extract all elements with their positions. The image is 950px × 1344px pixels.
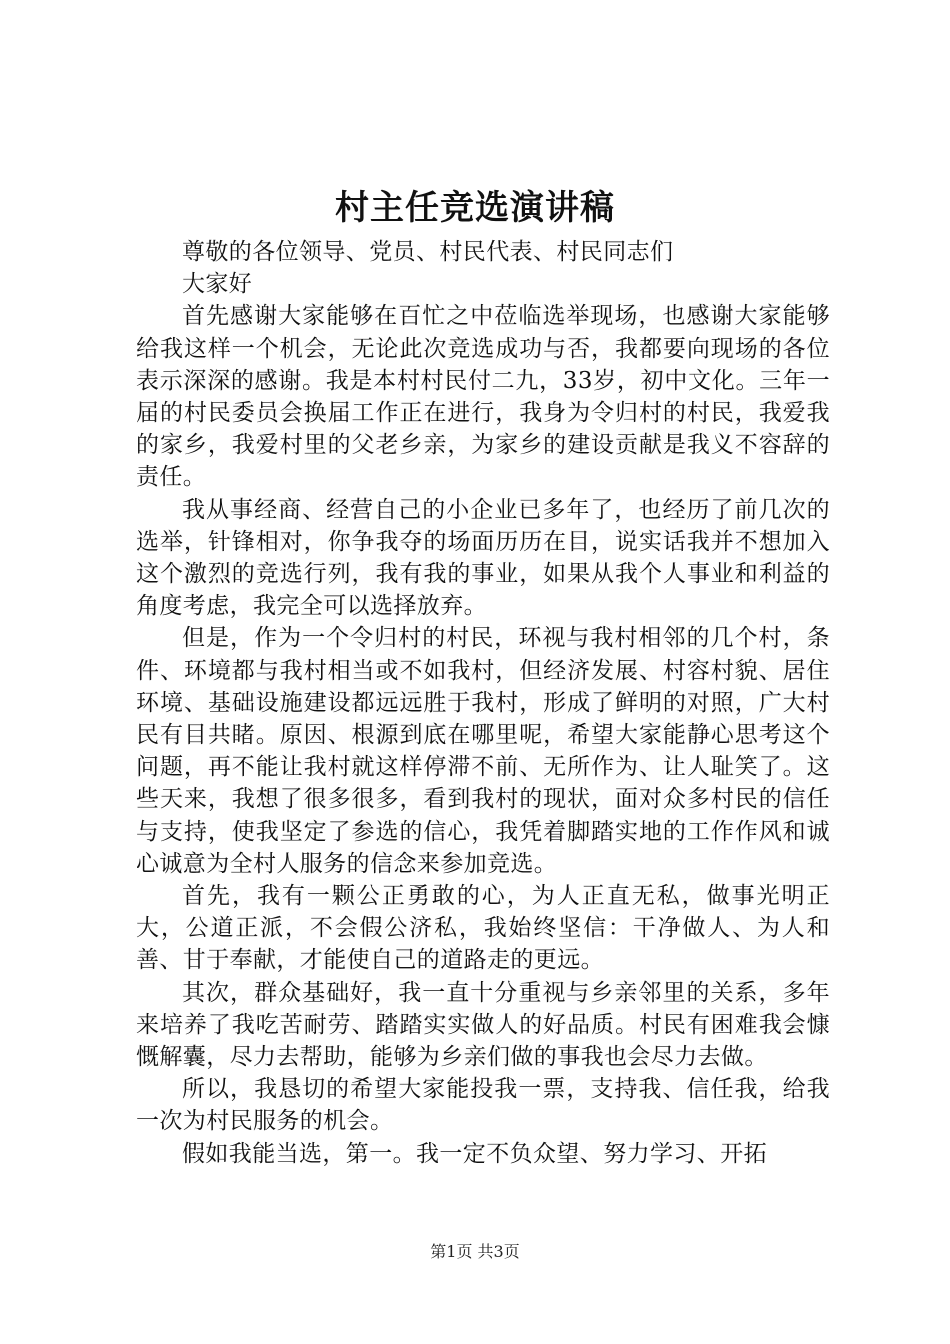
body-paragraph: 但是，作为一个令归村的村民，环视与我村相邻的几个村，条件、环境都与我村相当或不如我村，但经济发展、村容村貌、居住环境、基础设施建设都远远胜于我村，形成了鲜明的对照，广大村民有目共睹。原因、根源到底在哪里呢，希望大家能静心思考这个问题，再不能让我村就这样停滞不前、无所作为、让人耻笑了。这些天来，我想了很多很多，看到我村的现状，面对众多村民的信任与支持，使我坚定了参选的信心，我凭着脚踏实地的工作作风和诚心诚意为全村人服务的信念来参加竞选。 xyxy=(136,625,830,877)
document-title: 村主任竞选演讲稿 xyxy=(335,188,615,228)
salutation-paragraph: 尊敬的各位领导、党员、村民代表、村民同志们 xyxy=(182,239,674,265)
body-paragraph: 我从事经商、经营自己的小企业已多年了，也经历了前几次的选举，针锋相对，你争我夺的场面历历在目，说实话我并不想加入这个激烈的竞选行列，我有我的事业，如果从我个人事业和利益的角度考虑，我完全可以选择放弃。 xyxy=(136,496,830,620)
body-paragraph: 首先感谢大家能够在百忙之中莅临选举现场，也感谢大家能够给我这样一个机会，无论此次竞选成功与否，我都要向现场的各位表示深深的感谢。我是本村村民付二九，33岁，初中文化。三年一届的村民委员会换届工作正在进行，我身为令归村的村民，我爱我的家乡，我爱村里的父老乡亲，为家乡的建设贡献是我义不容辞的责任。 xyxy=(136,303,830,491)
body-paragraph: 假如我能当选，第一。我一定不负众望、努力学习、开拓 xyxy=(182,1140,767,1167)
page-number-footer: 第1页 共3页 xyxy=(430,1242,520,1261)
greeting-paragraph: 大家好 xyxy=(182,271,253,298)
body-paragraph: 首先，我有一颗公正勇敢的心，为人正直无私，做事光明正大，公道正派，不会假公济私，我始终坚信：干净做人、为人和善、甘于奉献，才能使自己的道路走的更远。 xyxy=(136,883,830,974)
body-paragraph: 所以，我恳切的希望大家能投我一票，支持我、信任我，给我一次为村民服务的机会。 xyxy=(136,1076,830,1135)
document-body xyxy=(136,236,830,1170)
body-paragraph: 其次，群众基础好，我一直十分重视与乡亲邻里的关系，多年来培养了我吃苦耐劳、踏踏实实做人的好品质。村民有困难我会慷慨解囊，尽力去帮助，能够为乡亲们做的事我也会尽力去做。 xyxy=(136,979,830,1071)
